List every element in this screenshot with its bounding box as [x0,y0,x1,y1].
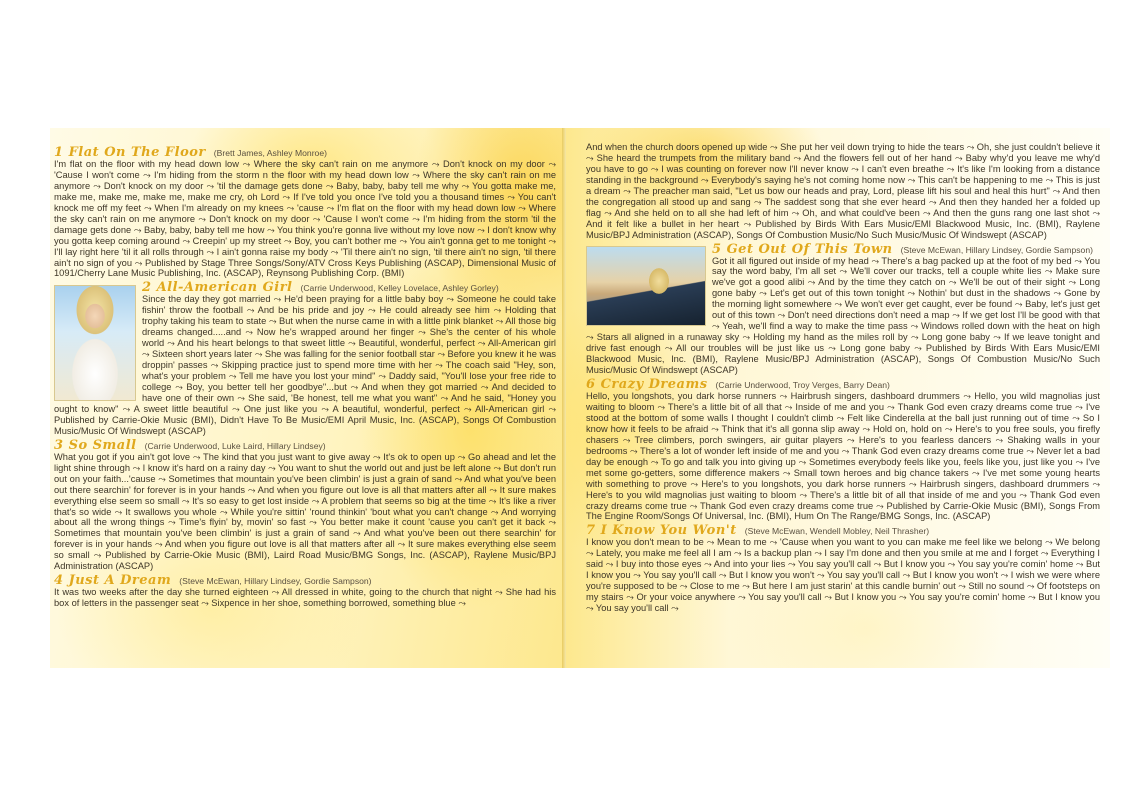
song-2-credits: (Carrie Underwood, Kelley Lovelace, Ashley Gorley) [300,283,499,294]
song-4-lyrics: It was two weeks after the day she turned eighteen ⤳ All dressed in white, going to the church that night ⤳ She had his box of letters in the passenger seat ⤳ Sixpence in her shoe, something borrowed, something blue ⤳ [54,587,556,609]
song-2-all-american-girl [54,280,557,436]
booklet-spread [50,128,1110,668]
song-7-credits: (Steve McEwan, Wendell Mobley, Neil Thrasher) [744,526,930,537]
booklet-page-left [50,128,562,668]
song-3-text [54,437,556,572]
song-6-credits: (Carrie Underwood, Troy Verges, Barry Dean) [715,380,890,391]
song-1-credits: (Brett James, Ashley Monroe) [213,148,327,158]
song-5-get-out-of-this-town [586,241,1100,376]
artist-photo-beach [54,285,136,401]
song-6-crazy-dreams [586,377,1100,522]
song-6-lyrics: Hello, you longshots, you dark horse runners ⤳ Hairbrush singers, dashboard drummers ⤳ Hello, you wild magnolias just waiting to bloom ⤳ There's a little bit of all that ⤳ Inside of me and you ⤳ Thank God even crazy dreams come true ⤳ I've stood at the bottom of some walls I thought I couldn't climb ⤳ Felt like Cinderella at the ball just running out of time ⤳ So I know how it feels to be afraid ⤳ Think that it's all gonna slip away ⤳ Hold on, hold on ⤳ Here's to you free souls, you firefly chasers ⤳ Tree climbers, porch swingers, air guitar players ⤳ Here's to you fearless dancers ⤳ Shaking walls in your bedrooms ⤳ There's a lot of wonder left inside of me and you ⤳ Thank God even crazy dreams come true ⤳ Never let a bad day be enough ⤳ To go and talk you into giving up ⤳ Sometimes everybody feels like you, feels like you, just like you ⤳ I've met some go-getters, some difference makers ⤳ Small town heroes and big chance takers ⤳ I've met some young hearts with something to prove ⤳ Here's to you longshots, you dark horse runners ⤳ Hairbrush singers, dashboard drummers ⤳ Here's to you wild magnolias just waiting to bloom ⤳ There's a little bit of all that inside of me and you ⤳ Thank God even crazy dreams come true ⤳ Thank God even crazy dreams come true ⤳ Published by Carrie-Okie Music (BMI), Songs From The Engine Room/Songs Of Universal, Inc. (BMI), Hum On The Range/BMG Songs, Inc. (ASCAP) [586,390,1100,522]
song-7-i-know-you-wont [586,523,1100,614]
lyrics-column-right [586,142,1100,618]
song-5-title: 5 Get Out Of This Town [712,241,893,257]
song-7-text [586,523,1100,614]
song-1-text [54,145,556,279]
song-4-just-a-dream [54,573,556,609]
song-3-title: 3 So Small [54,437,137,453]
song-6-title: 6 Crazy Dreams [586,377,708,393]
song-4-text [54,573,556,609]
song-3-lyrics: What you got if you ain't got love ⤳ The kind that you just want to give away ⤳ It's ok to open up ⤳ Go ahead and let the light shine through ⤳ I know it's hard on a rainy day ⤳ You want to shut the world out and just be left alone ⤳ But don't run out on your faith...'cause ⤳ Sometimes that mountain you've been climbin' is just a grain of sand ⤳ And what you've been out there searchin' for forever is in your hands ⤳ And when you figure out love is all that matters after all ⤳ It sure makes everything else seem so small ⤳ It's so easy to get lost inside ⤳ A problem that seems so big at the time ⤳ It's like a river that's so wide ⤳ It swallows you whole ⤳ While you're sittin' 'round thinkin' 'bout what you can't change ⤳ And worrying about all the wrong things ⤳ Time's flyin' by, movin' so fast ⤳ You better make it count 'cause you can't get it back ⤳ Sometimes that mountain you've been climbin' is just a grain of sand ⤳ And what you've been out there searchin' for forever is in your hands ⤳ And when you figure out love is all that matters after all ⤳ It sure makes everything else seem so small ⤳ Published by Carrie-Okie Music (BMI), Laird Road Music/BMG Songs, Inc. (ASCAP), Raylene Music/BPJ Administration (ASCAP) [54,451,556,572]
song-1-lyrics: I'm flat on the floor with my head down low ⤳ Where the sky can't rain on me anymore ⤳ Don't knock on my door ⤳ 'Cause I won't come ⤳ I'm hiding from the storm n the floor with my head down low ⤳ Where the sky can't rain on me anymore ⤳ Don't knock on my door ⤳ 'til the damage gets done ⤳ Baby, baby, baby tell me why ⤳ You gotta make me, make me, make me, make me, make me cry, oh Lord ⤳ If I've told you once I've told you a thousand times ⤳ You can't knock me off my feet ⤳ When I'm already on my knees ⤳ 'cause ⤳ I'm flat on the floor with my head down low ⤳ Where the sky can't rain on me anymore ⤳ Don't knock on my door ⤳ 'Cause I won't come ⤳ I'm hiding from the storm 'til the damage gets done ⤳ Baby, baby, baby tell me how ⤳ You think you're gonna live without my love now ⤳ I don't know why you gotta keep coming around ⤳ Creepin' up my street ⤳ Boy, you can't bother me ⤳ You ain't gonna get to me tonight ⤳ I'll lay right here 'til it all rolls through ⤳ I ain't gonna raise my body ⤳ 'Til there ain't no sign, 'til there ain't no sign, 'til there ain't no sign of you ⤳ Published by Stage Three Songs/Sony/ATV Cross Keys Publishing (ASCAP), Dimensional Music of 1091/Cherry Lane Music Publishing, Inc. (ASCAP), Reynsong Publishing Corp. (BMI) [54,158,556,279]
song-6-text [586,377,1100,522]
booklet-page-right [566,128,1110,668]
song-1-title: 1 Flat On The Floor [54,145,206,160]
song-5-lyrics: Got it all figured out inside of my head ⤳ There's a bag packed up at the foot of my bed ⤳ You say the word baby, I'm all set ⤳ We'll cover our tracks, tell a couple white lies ⤳ Make sure we've got a good alibi ⤳ And by the time they catch on ⤳ We'll be out of their sight ⤳ Long gone baby ⤳ Let's get out of this town tonight ⤳ Nothin' but dust in the shadows ⤳ Gone by the morning light somewhere ⤳ We won't ever get caught, ever be found ⤳ Baby, let's just get out of this town ⤳ Don't need directions don't need a map ⤳ If we get lost I'll be good with that ⤳ Yeah, we'll find a way to make the time pass ⤳ Windows rolled down with the heat on high ⤳ Stars all aligned in a runaway sky ⤳ Holding my hand as the miles roll by ⤳ Long gone baby ⤳ If we leave tonight and drive fast enough ⤳ All our troubles will be just like us ⤳ Long gone baby ⤳ Published by Birds With Ears Music/EMI Blackwood Music, Inc. (BMI), Raylene Music/BPJ Administration (ASCAP), Songs Of Combustion Music/No Such Music/Music Of Windswept (ASCAP) [586,255,1100,376]
lyrics-column-left [54,145,557,613]
artist-photo-convertible [586,246,706,326]
song-1-flat-on-the-floor [54,145,556,279]
song-4-continued-lyrics: And when the church doors opened up wide ⤳ She put her veil down trying to hide the tears ⤳ Oh, she just couldn't believe it ⤳ She heard the trumpets from the military band ⤳ And the flowers fell out of her hand ⤳ Baby why'd you leave me why'd you have to go ⤳ I was counting on forever now I'll never know ⤳ I can't even breathe ⤳ It's like I'm looking from a distance standing in the background ⤳ Everybody's saying he's not coming home now ⤳ This can't be happening to me ⤳ This is just a dream ⤳ The preacher man said, "Let us bow our heads and pray, Lord, please lift his soul and heal this hurt" ⤳ And then the congregation all stood up and sang ⤳ The saddest song that she ever heard ⤳ And then they handed her a folded up flag ⤳ And she held on to all she had left of him ⤳ Oh, and what could've been ⤳ And then the guns rang one last shot ⤳ And it felt like a bullet in her heart ⤳ Published by Birds With Ears Music/EMI Blackwood Music, Inc. (BMI), Raylene Music/BPJ Administration (ASCAP), Songs Of Combustion Music/No Such Music/Music Of Windswept (ASCAP) [586,142,1100,240]
song-3-credits: (Carrie Underwood, Luke Laird, Hillary Lindsey) [144,440,326,451]
song-2-lyrics: Since the day they got married ⤳ He'd been praying for a little baby boy ⤳ Someone he could take fishin' throw the football ⤳ And be his pride and joy ⤳ He could already see him ⤳ Holding that trophy taking his team to state ⤳ But when the nurse came in with a little pink blanket ⤳ All those big dreams changed.....and ⤳ Now he's wrapped around her finger ⤳ She's the center of his whole world ⤳ And his heart belongs to that sweet little ⤳ Beautiful, wonderful, perfect ⤳ All-American girl ⤳ Sixteen short years later ⤳ She was falling for the senior football star ⤳ Before you knew it he was droppin' passes ⤳ Skipping practice just to spend more time with her ⤳ The coach said "Hey, son, what's your problem ⤳ Tell me have you lost your mind" ⤳ Daddy said, "You'll lose your free ride to college ⤳ Boy, you better tell her goodbye"...but ⤳ And when they got married ⤳ And decided to have one of their own ⤳ She said, 'Be honest, tell me what you want" ⤳ And he said, "Honey you ought to know" ⤳ A sweet little beautiful ⤳ One just like you ⤳ A beautiful, wonderful, perfect ⤳ All-American girl ⤳ Published by Carrie-Okie Music (BMI), Didn't Have To Be Music/EMI April Music, Inc. (ASCAP), Songs Of Combustion Music/Music Of Windswept (ASCAP) [54,294,557,436]
song-3-so-small [54,437,556,572]
song-4-continued [586,142,1100,241]
song-7-title: 7 I Know You Won't [586,523,737,539]
song-4-credits: (Steve McEwan, Hillary Lindsey, Gordie Sampson) [179,576,372,587]
song-4-title: 4 Just A Dream [54,573,172,589]
song-7-lyrics: I know you don't mean to be ⤳ Mean to me ⤳ 'Cause when you want to you can make me feel like we belong ⤳ We belong ⤳ Lately, you make me feel all I am ⤳ Is a backup plan ⤳ I say I'm done and then you smile at me and I forget ⤳ Everything I said ⤳ I buy into those eyes ⤳ And into your lies ⤳ You say you'll call ⤳ But I know you ⤳ You say you're comin' home ⤳ But I know you ⤳ You say you'll call ⤳ But I know you won't ⤳ You say you'll call ⤳ But I know you won't ⤳ I wish we were where you're supposed to be ⤳ Close to me ⤳ But here I am just starin' at this candle burnin' out ⤳ Still no sound ⤳ Of footsteps on my stairs ⤳ Or your voice anywhere ⤳ You say you'll call ⤳ But I know you ⤳ You say you're comin' home ⤳ But I know you ⤳ You say you'll call ⤳ [586,537,1100,614]
song-5-credits: (Steve McEwan, Hillary Lindsey, Gordie Sampson) [900,244,1093,255]
song-2-title: 2 All-American Girl [142,280,293,296]
